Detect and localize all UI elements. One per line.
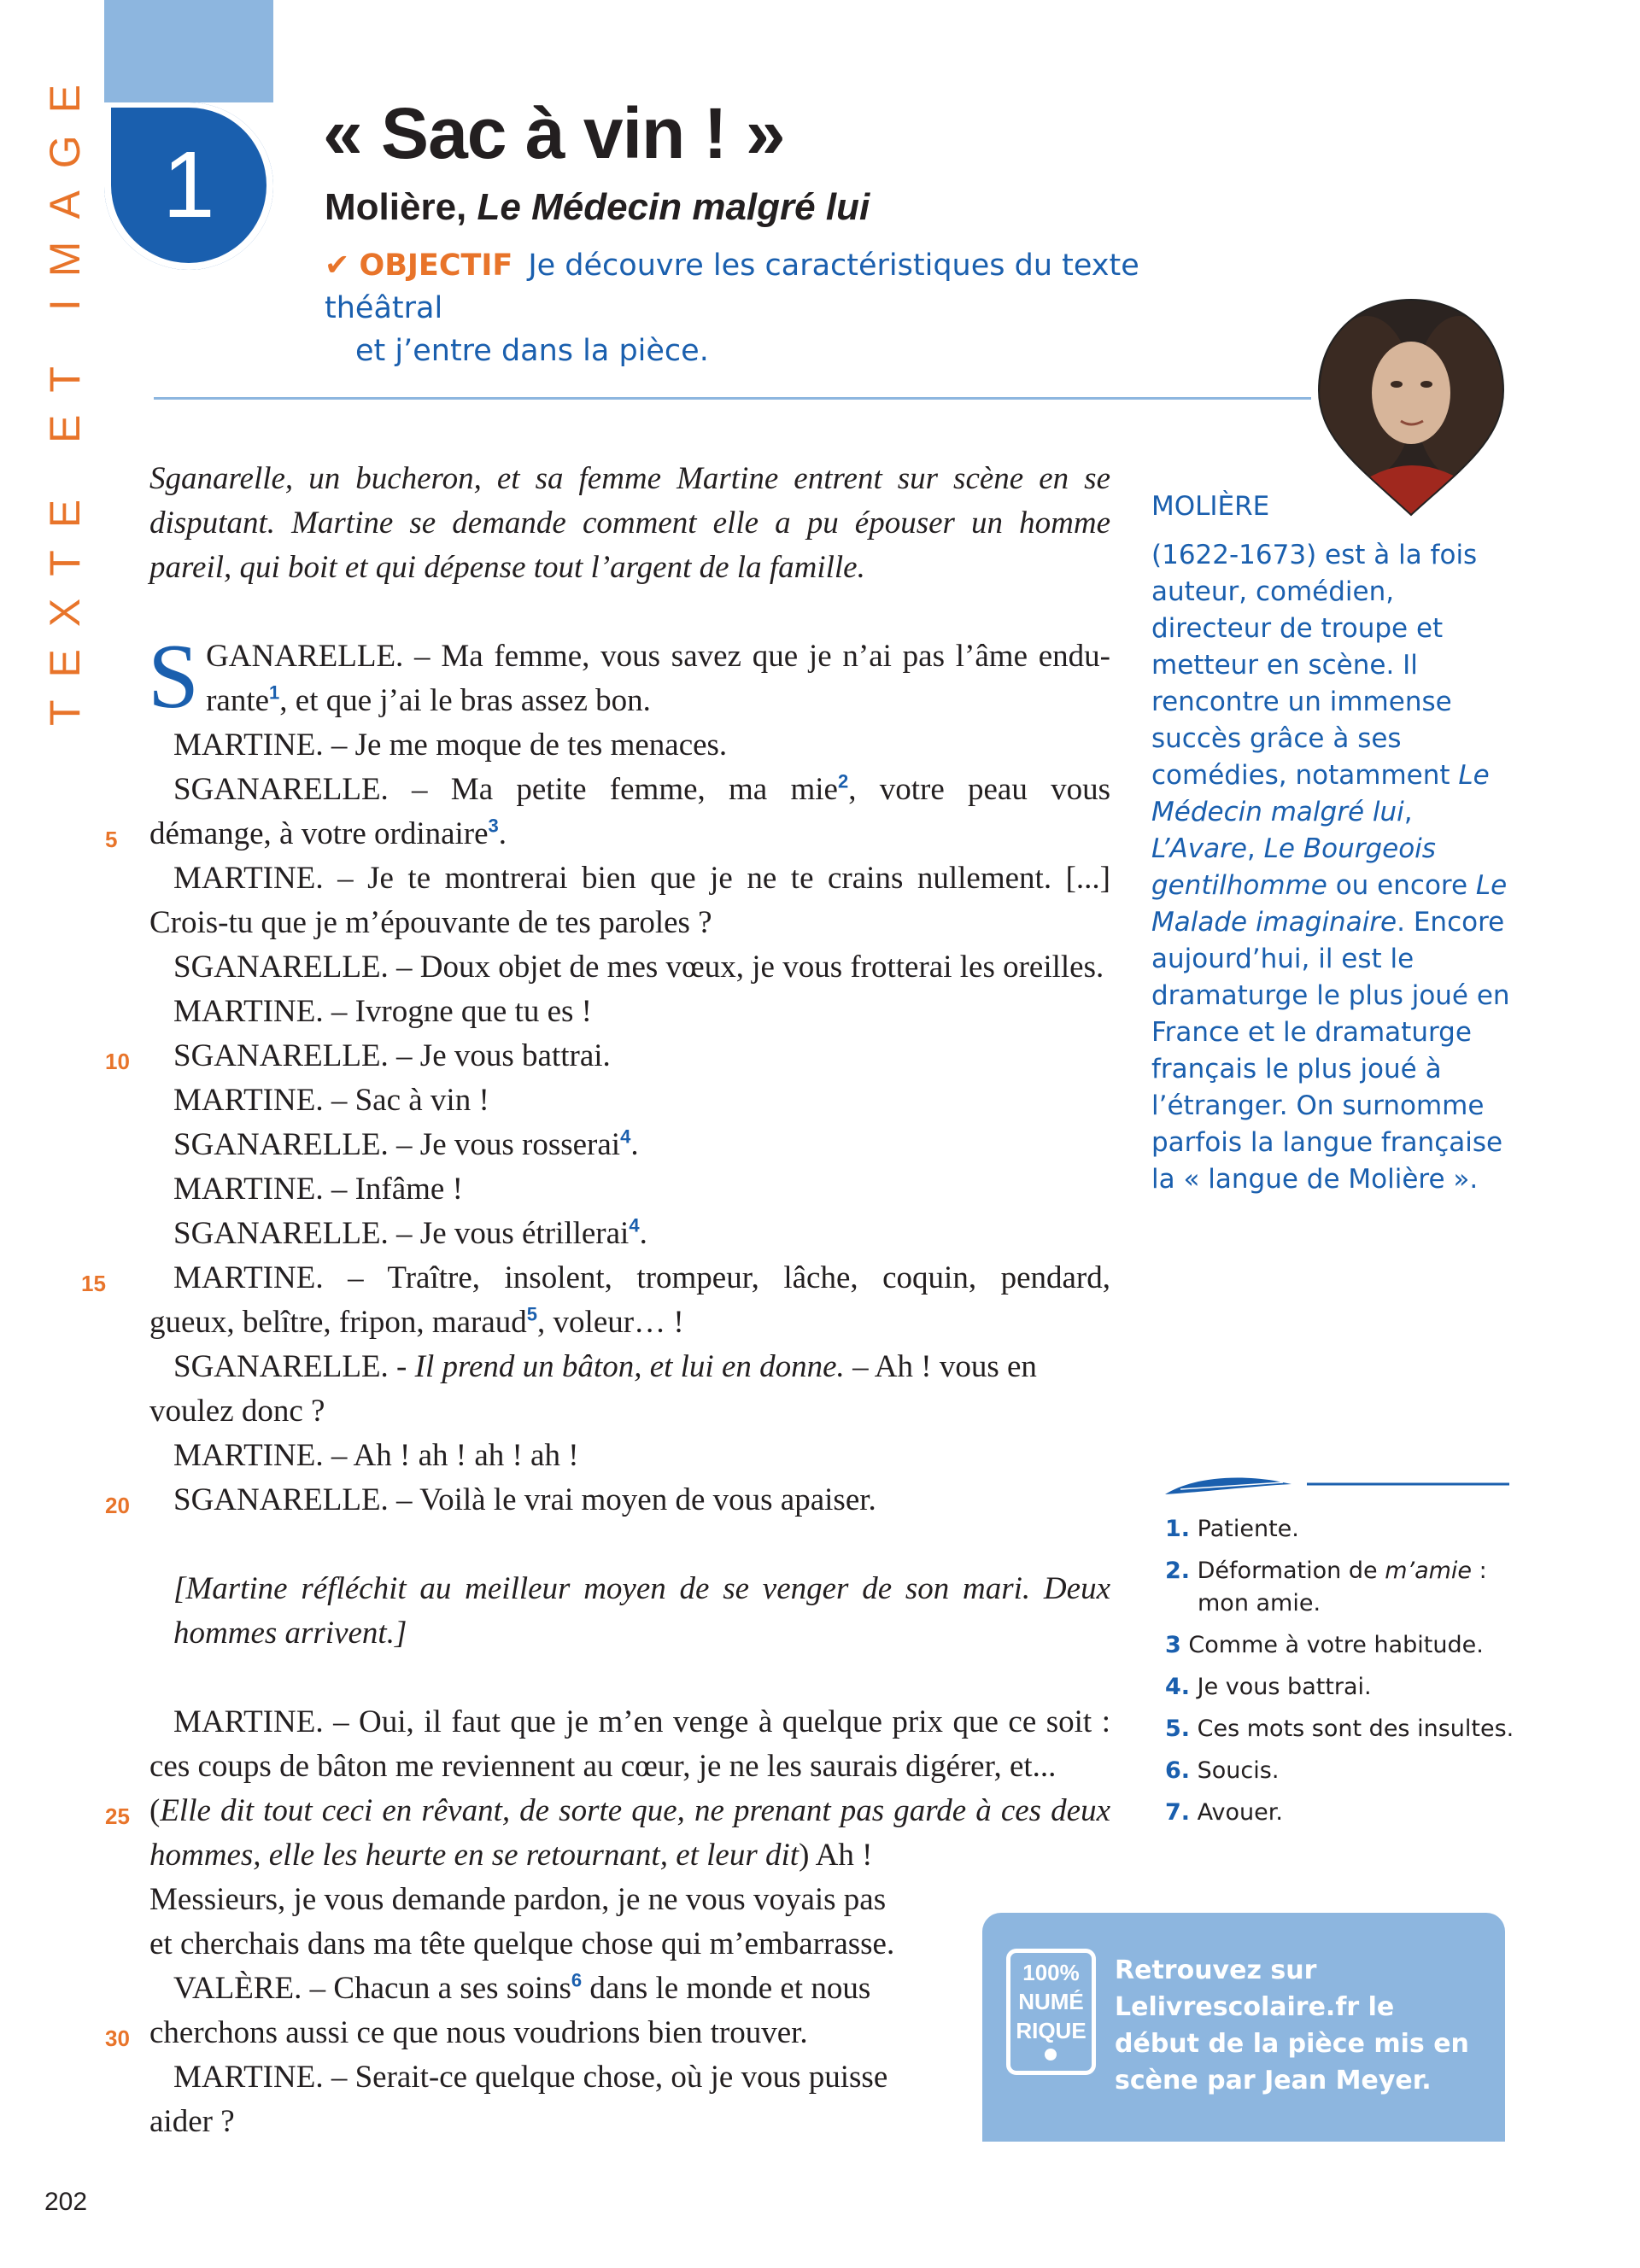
footnote: 6. Soucis.	[1165, 1757, 1280, 1784]
document-number: 1	[162, 132, 215, 237]
text-line: hommes, elle les heurte en se retournant, et leur dit) Ah !	[149, 1838, 873, 1873]
text-line: voulez donc ?	[149, 1394, 325, 1429]
text-line: ces coups de bâton me reviennent au cœur, je ne les saurais digérer, et...	[149, 1749, 1057, 1784]
page-number: 202	[44, 2188, 88, 2216]
drop-cap: S	[148, 626, 200, 728]
line-number: 5	[105, 827, 118, 852]
text-line: 15 MARTINE. – Traître, insolent, trompeur, lâche, coquin, pendard,	[149, 1256, 1110, 1301]
line-number: 30	[105, 2025, 130, 2051]
check-icon: ✔	[325, 248, 350, 283]
footnote-ref: 3	[488, 815, 499, 837]
digital-resource-link[interactable]: Retrouvez sur Lelivrescolaire.fr le début de la pièce mis en scène par Jean Meyer.	[1115, 1955, 1469, 2096]
bio-name: MOLIÈRE	[1151, 491, 1270, 522]
footnote: 2. Déformation de m’amie : mon amie.	[1165, 1558, 1487, 1616]
dialogue	[81, 626, 1110, 2144]
stage-direction: [Martine réfléchit au meilleur moyen de se venger de son mari. Deux hommes arrivent.]	[173, 1571, 1110, 1651]
text-line: GANARELLE. – Ma femme, vous savez que je n’ai pas l’âme endu-	[206, 639, 1110, 674]
line-number: 25	[105, 1803, 130, 1829]
text-line: 25 (Elle dit tout ceci en rêvant, de sorte que, ne prenant pas garde à ces deux	[149, 1789, 1110, 1833]
footnote: 7. Avouer.	[1165, 1799, 1283, 1826]
line-number: 10	[105, 1049, 130, 1074]
section-label: TEXTE ET IMAGE	[41, 61, 89, 726]
text-line: 30 cherchons aussi ce que nous voudrions bien trouver.	[149, 2011, 1110, 2055]
footnote: 3 Comme à votre habitude.	[1165, 1632, 1484, 1658]
text-line: rante$^1$, et que j’ai le bras assez bon.	[206, 681, 651, 718]
text-line: MARTINE. – Ah ! ah ! ah ! ah !	[173, 1438, 579, 1473]
text-line: SGANARELLE. – Je vous étrillerai$^4$.	[173, 1214, 647, 1251]
text-line: Messieurs, je vous demande pardon, je ne vous voyais pas	[149, 1882, 887, 1917]
objective-text-2: et j’entre dans la pièce.	[355, 334, 709, 368]
footnote: 4. Je vous battrai.	[1165, 1674, 1372, 1700]
author-work	[325, 186, 870, 229]
moliere-portrait	[1315, 295, 1508, 517]
page-title: « Sac à vin ! »	[323, 93, 785, 173]
text-line: 5 démange, à votre ordinaire$^3$.	[149, 812, 1110, 856]
footnote-ref: 6	[571, 1969, 583, 1991]
play-excerpt	[81, 457, 1110, 2144]
tablet-icon: 100% NUMÉ RIQUE	[1006, 1949, 1096, 2075]
line-number: 20	[105, 1493, 130, 1518]
divider	[154, 397, 1311, 400]
objective-text-1: Je découvre les caractéristiques du texte théâtral	[325, 248, 1139, 325]
text-line: MARTINE. – Sac à vin !	[173, 1083, 489, 1118]
text-line: VALÈRE. – Chacun a ses soins$^6$ dans le monde et nous	[173, 1969, 871, 2006]
objective-label: OBJECTIF	[359, 248, 513, 283]
text-line: MARTINE. – Serait-ce quelque chose, où je vous puisse	[173, 2060, 888, 2095]
footnote: 1. Patiente.	[1165, 1516, 1299, 1542]
objective	[325, 244, 1213, 372]
work-title: Le Médecin malgré lui	[477, 186, 870, 228]
text-line: SGANARELLE. – Je vous rosserai$^4$.	[173, 1125, 639, 1162]
text-line: MARTINE. – Ivrogne que tu es !	[173, 994, 592, 1029]
line-number: 15	[81, 1271, 106, 1296]
text-line: gueux, belître, fripon, maraud$^5$, voleur… !	[149, 1303, 684, 1340]
author-bio	[1151, 488, 1510, 1198]
text-line: et cherchais dans ma tête quelque chose qui m’embarrasse.	[149, 1926, 895, 1961]
footnote-ref: 4	[629, 1214, 640, 1236]
footnotes	[1165, 1513, 1524, 1838]
text-line: 10 SGANARELLE. – Je vous battrai.	[149, 1034, 1110, 1078]
text-line: MARTINE. – Je te montrerai bien que je ne te crains nullement. [...]	[173, 861, 1110, 896]
footnote-ref: 4	[620, 1125, 631, 1148]
text-line: SGANARELLE. – Ma petite femme, ma mie$^2$, votre peau vous	[173, 770, 1110, 807]
chapter-tab	[104, 0, 273, 102]
text-line: MARTINE. – Infâme !	[173, 1172, 463, 1207]
footnote-ref: 2	[837, 770, 849, 792]
text-line: SGANARELLE. - Il prend un bâton, et lui en donne. – Ah ! vous en	[173, 1349, 1037, 1384]
footnote: 5. Ces mots sont des insultes.	[1165, 1716, 1514, 1742]
footnote-ref: 1	[269, 681, 280, 704]
text-line: aider ?	[149, 2104, 235, 2139]
quill-icon	[1163, 1470, 1509, 1498]
intro-paragraph: Sganarelle, un bucheron, et sa femme Martine entrent sur scène en se disputant. Martine se demande comment elle a pu épouser un homme pareil, qui boit et qui dépense tout l’argent de la famille.	[149, 461, 1110, 585]
bio-text: (1622-1673) est à la fois auteur, comédien, directeur de troupe et metteur en scène. Il rencontre un immense succès grâce à ses comédies, notamment Le Médecin malgré lui, L’Avare, Le Bourgeois gentilhomme ou encore Le Malade imaginaire. Encore aujourd’hui, il est le dramaturge le plus joué en France et le dramaturge français le plus joué à l’étranger. On surnomme parfois la langue française la « langue de Molière ».	[1151, 540, 1510, 1195]
text-line: Crois-tu que je m’épouvante de tes paroles ?	[149, 905, 712, 940]
digital-resource-box[interactable]	[982, 1913, 1505, 2142]
text-line: SGANARELLE. – Doux objet de mes vœux, je vous frotterai les oreilles.	[173, 950, 1104, 985]
footnote-ref: 5	[526, 1303, 538, 1325]
text-line: MARTINE. – Oui, il faut que je m’en venge à quelque prix que ce soit :	[173, 1704, 1110, 1739]
text-line: 20 SGANARELLE. – Voilà le vrai moyen de vous apaiser.	[149, 1478, 1110, 1523]
author-name: Molière,	[325, 186, 477, 228]
text-line: MARTINE. – Je me moque de tes menaces.	[173, 728, 728, 763]
